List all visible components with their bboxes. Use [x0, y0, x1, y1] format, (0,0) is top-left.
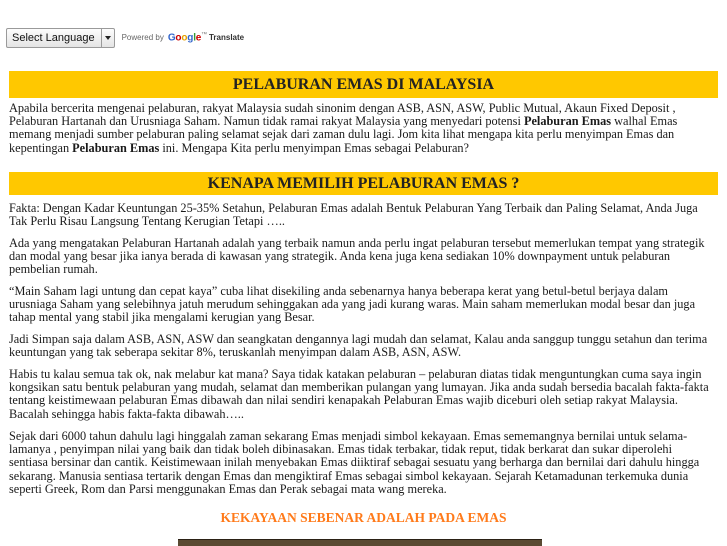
paragraph-melabur: Habis tu kalau semua tak ok, nak melabur kat mana? Saya tidak katakan pelaburan – pelaburan diatas tidak menguntungkan cuma saya ingin kongsikan satu bentuk pelaburan yang mudah, selamat dan memberikan pulangan yang lumayan. Jika anda sudah bersedia bacalah fakta-fakta tentang keistimewaan pelaburan Emas dibawah dan nilai sendiri kenapakah Pelaburan Emas wajib diceburi oleh setiap rakyat Malaysia. Bacalah sehingga habis fakta-fakta dibawah….. [9, 367, 709, 421]
paragraph-hartanah: Ada yang mengatakan Pelaburan Hartanah adalah yang terbaik namun anda perlu ingat pelaburan tersebut memerlukan tempat yang strategik dan modal yang besar jika ianya berada di kawasan yang strategik. Anda kena juga kena sediakan 10% downpayment untuk pelaburan pembelian rumah. [9, 236, 705, 277]
paragraph-sejarah: Sejak dari 6000 tahun dahulu lagi hinggalah zaman sekarang Emas menjadi simbol kekayaan. Emas sememangnya bernilai untuk selama-lamanya , penyimpan nilai yang baik dan tidak boleh dibinasakan. Emas tidak terbakar, tidak reput, tidak berkarat dan sukar diperolehi sentiasa bersinar dan cantik. Keistimewaan inilah menyebakan Emas diiktiraf sebagai sesuatu yang berharga dan bernilai dari dahulu hingga sekarang. Manusia sentiasa tertarik dengan Emas dan mengiktiraf Emas sebagai simbol kekayaan. Sejarah Ketamadunan terkemuka dunia seperti Greek, Rom dan Parsi menggunakan Emas dan Perak sebagai mata wang mereka. [9, 429, 700, 496]
paragraph-saham: “Main Saham lagi untung dan cepat kaya” cuba lihat disekiling anda sebenarnya hanya beberapa kerat yang betul-betul berjaya dalam urusniaga Saham yang selebihnya jatuh merudum sehinggakan ada yang jadi kurang waras. Main saham memerlukan modal besar dan juga tahap mental yang stabil jika mengalami kerugian yang Besar. [9, 284, 696, 325]
paragraph-fakta: Fakta: Dengan Kadar Keuntungan 25-35% Setahun, Pelaburan Emas adalah Bentuk Pelaburan Yang Terbaik dan Paling Selamat, Anda Juga Tak Perlu Risau Langsung Tentang Kerugian Tetapi ….. [9, 201, 698, 229]
language-select-label: Select Language [12, 32, 95, 44]
keyword-bold: Pelaburan Emas [523, 114, 612, 129]
google-translate-widget [6, 29, 244, 47]
powered-by-text: Powered by [121, 33, 164, 43]
main-heading-banner: PELABURAN EMAS DI MALAYSIA [9, 71, 718, 98]
google-logo[interactable]: Google™ [167, 32, 207, 44]
dropdown-arrow-icon[interactable] [101, 29, 114, 47]
wealth-subheading: KEKAYAAN SEBENAR ADALAH PADA EMAS [220, 510, 507, 525]
translate-link[interactable]: Translate [208, 33, 245, 43]
intro-paragraph: Apabila bercerita mengenai pelaburan, rakyat Malaysia sudah sinonim dengan ASB, ASN, ASW, Public Mutual, Akaun Fixed Deposit , Pelaburan Hartanah dan Urusniaga Saham. Namun tidak ramai rakyat Malaysia yang menyedari potensi Pelaburan Emas walhal Emas memang menjadi sumber pelaburan paling selamat sejak dari zaman dulu lagi. Jom kita lihat mengapa kita perlu menyimpan Emas dan kepentingan Pelaburan Emas ini. Mengapa Kita perlu menyimpan Emas sebagai Pelaburan? [9, 101, 678, 155]
keyword-bold: Pelaburan Emas [72, 140, 160, 155]
powered-by-google [122, 32, 245, 43]
paragraph-asb: Jadi Simpan saja dalam ASB, ASN, ASW dan seangkatan dengannya lagi mudah dan selamat, Kalau anda sanggup tunggu setahun dan terima keuntungan yang tak seberapa sekitar 8%, teruskanlah menyimpan dalam ASB, ASN, ASW. [9, 332, 708, 360]
why-heading-banner: KENAPA MEMILIH PELABURAN EMAS ? [9, 172, 718, 195]
language-select[interactable] [6, 28, 115, 48]
